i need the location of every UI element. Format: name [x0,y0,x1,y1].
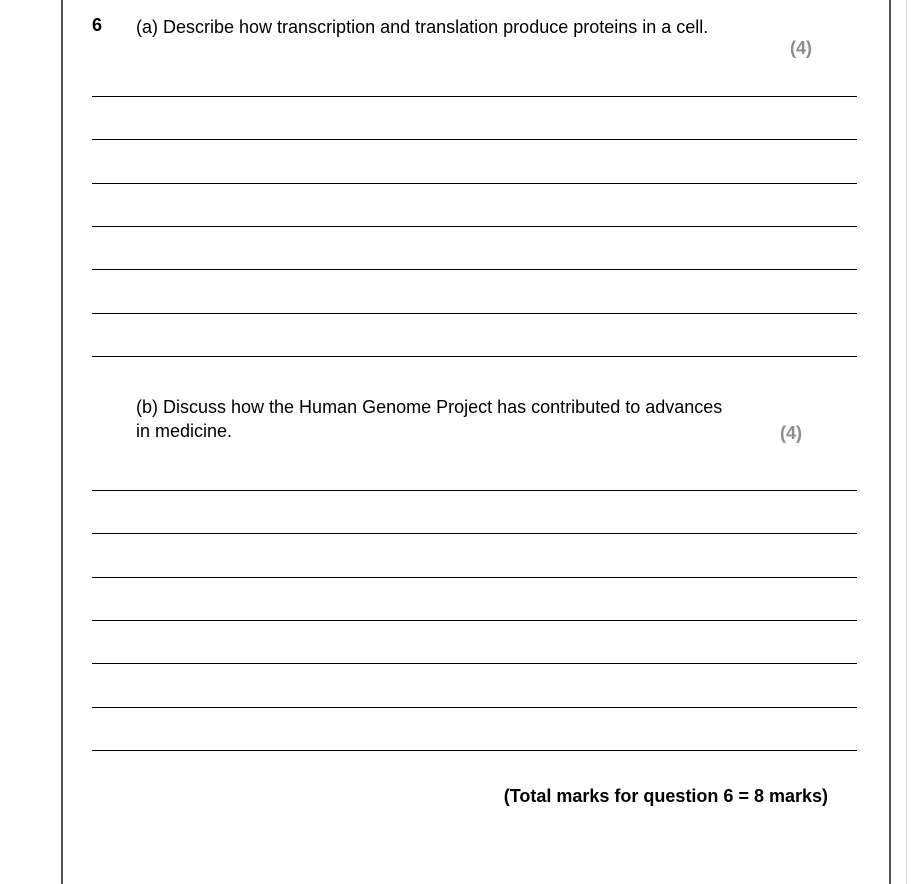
answer-line[interactable] [92,490,857,491]
answer-line[interactable] [92,663,857,664]
page-border-left [61,0,63,884]
question-part-b-text: (b) Discuss how the Human Genome Project has contributed to advances in medicine. [136,397,723,441]
part-b-marks: (4) [780,423,802,443]
question-number: 6 [92,15,103,35]
answer-line[interactable] [92,183,857,184]
page-border-right [889,0,891,884]
answer-line[interactable] [92,533,857,534]
answer-line[interactable] [92,356,857,357]
answer-line[interactable] [92,139,857,140]
answer-line[interactable] [92,750,857,751]
question-part-a-text: (a) Describe how transcription and translation produce proteins in a cell. [136,17,709,37]
answer-line[interactable] [92,269,857,270]
answer-line[interactable] [92,620,857,621]
answer-line[interactable] [92,577,857,578]
total-marks: (Total marks for question 6 = 8 marks) [503,786,828,806]
answer-line[interactable] [92,226,857,227]
answer-line[interactable] [92,313,857,314]
page-edge [906,0,907,884]
part-a-marks: (4) [790,38,812,58]
answer-line[interactable] [92,707,857,708]
answer-line[interactable] [92,96,857,97]
